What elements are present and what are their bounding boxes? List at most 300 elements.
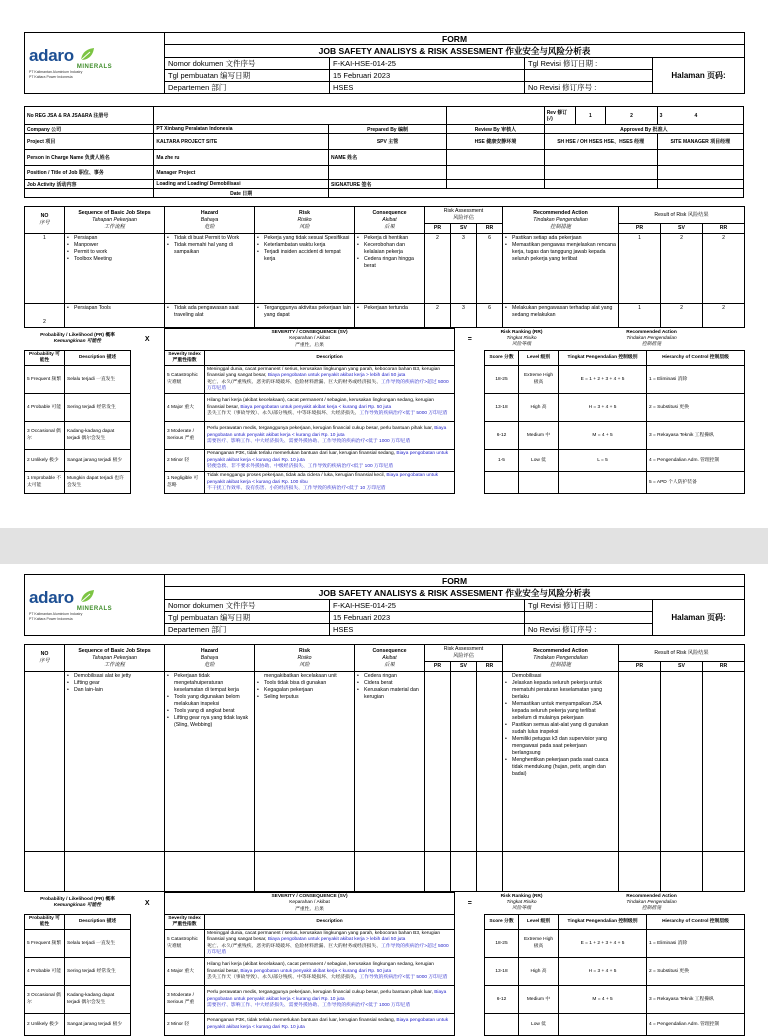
matrix-prob-head: Probability / Likelihood (PR) 概率 Kemungkinan 可能性 bbox=[40, 332, 115, 345]
jsa-head-seq: Sequence of Basic Job Steps Tahapan Pekerjaan 工作流程 bbox=[65, 207, 165, 234]
matrix-sev: 3 Moderate / Serious 严重 bbox=[165, 422, 205, 450]
row-steps bbox=[65, 234, 165, 304]
form-title: FORM bbox=[165, 575, 745, 587]
empty-cell bbox=[25, 189, 154, 198]
spv-label: SPV 主管 bbox=[329, 134, 447, 150]
rev-col-4: 4 bbox=[694, 112, 698, 119]
list-item: • Menghentikan pekerjaan pada saat cuaca tidak mendukung (hujan, petir, angin dan badai) bbox=[505, 757, 616, 778]
matrix-pdesc: Mungkin dapat terjadi 也许会发生 bbox=[65, 472, 131, 494]
list-item: • Keterlambatan waktu kerja bbox=[257, 242, 352, 249]
empty-cell bbox=[544, 166, 657, 180]
matrix-col-tingkat: Tingkat Pengendalian 控制级别 bbox=[559, 350, 647, 365]
row-pr: 2 bbox=[425, 304, 451, 328]
matrix-prob: 4 Probable 可能 bbox=[25, 958, 65, 986]
jsa-head-rr: RR bbox=[477, 224, 503, 234]
empty-cell bbox=[165, 852, 255, 892]
job-title: JOB SAFETY ANALISYS & RISK ASSESMENT 作业安全与风险分析表 bbox=[165, 45, 745, 58]
matrix-tingkat bbox=[559, 1014, 647, 1036]
jsa-head-result: Result of Risk 风险结果 bbox=[619, 207, 745, 224]
empty-cell bbox=[477, 852, 503, 892]
row-pr: 2 bbox=[425, 234, 451, 304]
matrix-score bbox=[485, 1014, 519, 1036]
matrix-row bbox=[25, 1014, 745, 1036]
jsa-head-result: Result of Risk 风险结果 bbox=[619, 645, 745, 662]
empty-cell bbox=[131, 914, 165, 929]
matrix-sev: 3 Moderate / Serious 严重 bbox=[165, 986, 205, 1014]
matrix-sev-head: SEVERITY / CONSEQUENCE (SV) Keparahan / Akibat 严重性、后果 bbox=[165, 893, 455, 915]
matrix-prob: 5 Frequent 频繁 bbox=[25, 366, 65, 394]
matrix-col-hierarchy: Hierarchy of Control 控制层级 bbox=[647, 350, 745, 365]
matrix-level: High 高 bbox=[519, 958, 559, 986]
matrix-hierarchy: 1 = Eliminasi 消除 bbox=[647, 930, 745, 958]
matrix-sev: 4 Major 重大 bbox=[165, 394, 205, 422]
jsa-head-risk-assessment: Risk Assessment 风险评估 bbox=[425, 645, 503, 662]
matrix-level: Low 低 bbox=[519, 450, 559, 472]
matrix-desc: Tidak menggangu proses pekerjaan, tidak ada cidera / luka, kerugian finansial kecil, Biaya pengobatan untuk penyakit akibat kerja < kurang dari Rp. 100 ribu 不干扰工作效率、没有伤害、小的经济损失、工作导致的疾病治疗<低于 10 万印尼盾 bbox=[205, 472, 455, 494]
row-sv: 3 bbox=[451, 234, 477, 304]
nomor-label: Nomor dokumen 文件序号 bbox=[165, 58, 330, 70]
matrix-score: 13-18 bbox=[485, 958, 519, 986]
list-item: • Tools yang digunakan belom melakukan inspeksi bbox=[167, 694, 252, 708]
row-sv bbox=[451, 672, 477, 852]
matrix-desc: Perlu perawatan medis, terganggunya pekerjaan, kerugian financial cukup besar, perlu bantuan pihak luar, Biaya pengobatan untuk penyakit akibat kerja < kurang dari Rp. 10 juta 需要医疗、影响工作、中大经济损失、需要外援协助、工作导致的疾病治疗<低于 1000 万印尼盾 bbox=[205, 422, 455, 450]
jsa-page-2 bbox=[24, 574, 744, 1036]
matrix-sev-head: SEVERITY / CONSEQUENCE (SV) Keparahan / Akibat 严重性、后果 bbox=[165, 329, 455, 351]
matrix-desc: Meninggal dunia, cacat permanent / serius, kerusakan lingkungan yang parah, kebocoran bahan B3, kerugian finansial yang sangat besar, Biaya pengobatan untuk penyakit akibat kerja > lebih dari 50 juta 死亡、永久/严重残疾、恶劣的环境破坏、危险材料泄漏、巨大的财务或经济损失、工作导致的疾病治疗>超过 5000 万印尼盾 bbox=[205, 930, 455, 958]
empty-cell bbox=[657, 166, 743, 180]
form-header bbox=[24, 32, 745, 94]
row-hazard bbox=[165, 304, 255, 328]
matrix-col-desc: Description 描述 bbox=[65, 914, 131, 929]
row-risk bbox=[255, 304, 355, 328]
jsa-head-risk-assessment: Risk Assessment 风险评估 bbox=[425, 207, 503, 224]
halaman-label: Halaman 页码: bbox=[653, 600, 745, 636]
list-item: • Lifting gear nya yang tidak layak (Sling, Webbing) bbox=[167, 715, 252, 729]
list-item: • Demobilisasi alat ke jetty bbox=[67, 673, 162, 680]
matrix-pdesc: Selalu terjadi 一直发生 bbox=[65, 930, 131, 958]
list-item: • Tidak memahi hal yang di sampaikan bbox=[167, 242, 252, 256]
jsa-head-result-sv: SV bbox=[661, 224, 703, 234]
jsa-head-consequence: Consequence Akibat 后果 bbox=[355, 645, 425, 672]
empty-cell bbox=[329, 166, 447, 180]
review-label: Review By 审核人 bbox=[447, 125, 545, 134]
pic-value: Ma zhe ru bbox=[154, 150, 329, 166]
matrix-prob: 5 Frequent 频繁 bbox=[25, 930, 65, 958]
prepared-label: Prepared By 编制 bbox=[329, 125, 447, 134]
nomor-value: F-KAI-HSE-014-25 bbox=[330, 600, 525, 612]
matrix-tingkat: L = 5 bbox=[559, 450, 647, 472]
date-label: Date 日期 bbox=[154, 189, 329, 198]
list-item: • Pekerja yang tidak sesuai Spesifikasi bbox=[257, 235, 352, 242]
tgl-label: Tgl pembuatan 编写日期 bbox=[165, 70, 330, 82]
empty-cell bbox=[455, 958, 485, 986]
risk-matrix-1 bbox=[24, 328, 745, 494]
leaf-icon bbox=[78, 588, 96, 606]
empty-cell bbox=[455, 930, 485, 958]
empty-cell bbox=[455, 472, 485, 494]
matrix-tingkat: H = 3 + 4 + 5 bbox=[559, 394, 647, 422]
matrix-col-sev: Severity Index 严重性指数 bbox=[165, 914, 205, 929]
empty-cell bbox=[447, 166, 545, 180]
matrix-tingkat: M = 4 + 5 bbox=[559, 422, 647, 450]
row-steps bbox=[65, 672, 165, 852]
matrix-row bbox=[25, 394, 745, 422]
list-item: • Terjadi insiden accident di tempat kerja bbox=[257, 249, 352, 263]
matrix-level: Medium 中 bbox=[519, 422, 559, 450]
no-revisi-label: No Revisi 修订序号 : bbox=[525, 82, 653, 94]
jsa-head-risk: Risk Risiko 风险 bbox=[255, 645, 355, 672]
matrix-tingkat: E = 1 + 2 + 3 + 4 + 5 bbox=[559, 366, 647, 394]
nomor-value: F-KAI-HSE-014-25 bbox=[330, 58, 525, 70]
jsa-head-result-sv: SV bbox=[661, 662, 703, 672]
matrix-x: X bbox=[144, 899, 150, 907]
matrix-desc: Penanganan P3K, tidak terlalu memerlukan bantuan dari luar, kerugian finansial sedang, Biaya pengobatan untuk penyakit akibat kerja < kurang dari Rp. 10 juta bbox=[205, 1014, 455, 1036]
signature-label: SIGNATURE 签名 bbox=[329, 180, 447, 189]
rev-col-2: 2 bbox=[606, 107, 657, 125]
list-item: • Memastikan pengawas menjelaskan rencana kerja, tugas dan tanggung jawab kepada seluruh pekerja yang terlibat bbox=[505, 242, 616, 263]
matrix-prob: 1 Improbable 不太可能 bbox=[25, 472, 65, 494]
sh-hse-label: SH HSE / OH HSES HSE、HSES 经理 bbox=[544, 134, 657, 150]
row-hazard bbox=[165, 672, 255, 852]
jsa-head-hazard: Hazard Bahaya 危险 bbox=[165, 207, 255, 234]
list-item: • Persiapan Tools bbox=[67, 305, 162, 312]
list-item: • Tidak di buat Permit to Work bbox=[167, 235, 252, 242]
list-item: • Terganggunya aktivitas pekerjaan lain yang dapat bbox=[257, 305, 352, 319]
rev-col-3-4 bbox=[657, 107, 743, 125]
jsa-table-1 bbox=[24, 206, 745, 328]
row-risk bbox=[255, 234, 355, 304]
list-item: • Cedera ringan bbox=[357, 673, 422, 680]
row-steps bbox=[65, 304, 165, 328]
row-no bbox=[25, 672, 65, 852]
logo-tagline-1: PT Kalimantan Aluminium Industry bbox=[29, 612, 83, 617]
matrix-prob: 2 Unlikely 极少 bbox=[25, 1014, 65, 1036]
list-item: • Lifting gear bbox=[67, 680, 162, 687]
company-logo bbox=[25, 575, 165, 636]
matrix-level bbox=[519, 472, 559, 494]
matrix-col-desc: Description 描述 bbox=[65, 350, 131, 365]
position-value: Manager Project bbox=[154, 166, 329, 180]
empty-cell bbox=[657, 150, 743, 166]
matrix-pdesc: Sangat jarang terjadi 极少 bbox=[65, 1014, 131, 1036]
empty-cell bbox=[544, 180, 657, 189]
list-item: • Pekerja di hentikan bbox=[357, 235, 422, 242]
matrix-col-description: Description bbox=[205, 350, 455, 365]
matrix-row bbox=[25, 986, 745, 1014]
empty-cell bbox=[657, 180, 743, 189]
matrix-prob: 2 Unlikely 极少 bbox=[25, 450, 65, 472]
row-result-rr bbox=[703, 672, 745, 852]
empty-cell bbox=[525, 612, 653, 624]
matrix-desc: Perlu perawatan medis, terganggunya pekerjaan, kerugian financial cukup besar, perlu bantuan pihak luar, Biaya pengobatan untuk penyakit akibat kerja < kurang dari Rp. 10 juta 需要医疗、影响工作、中大经济损失、需要外援协助、工作导致的疾病治疗<低于 1000 万印尼盾 bbox=[205, 986, 455, 1014]
empty-cell bbox=[455, 366, 485, 394]
matrix-row bbox=[25, 422, 745, 450]
matrix-prob: 4 Probable 可能 bbox=[25, 394, 65, 422]
jsa-table-2 bbox=[24, 644, 745, 892]
row-result-pr: 1 bbox=[619, 234, 661, 304]
row-result-rr: 2 bbox=[703, 234, 745, 304]
matrix-hierarchy: 2 = Substitusi 更换 bbox=[647, 958, 745, 986]
matrix-pdesc: Kadang-kadang dapat terjadi 偶尔会发生 bbox=[65, 422, 131, 450]
list-item: • Cidera berat bbox=[357, 680, 422, 687]
matrix-tingkat: M = 4 + 5 bbox=[559, 986, 647, 1014]
list-item: • Jelaskan kepada seluruh pekerja untuk mematuhi peraturan keselamatan yang berlaku bbox=[505, 680, 616, 701]
matrix-x: X bbox=[144, 335, 150, 343]
matrix-hierarchy: 3 = Rekayasa Teknik 工程操纵 bbox=[647, 986, 745, 1014]
company-label: Company 公司 bbox=[25, 125, 154, 134]
matrix-col-level: Level 级别 bbox=[519, 350, 559, 365]
matrix-row bbox=[25, 930, 745, 958]
jsa-page-1 bbox=[24, 32, 744, 494]
empty-cell bbox=[447, 180, 545, 189]
matrix-score: 6-12 bbox=[485, 422, 519, 450]
project-value: KALTARA PROJECT SITE bbox=[154, 134, 329, 150]
matrix-rank-head: Risk Ranking (RR) Tingkat Risiko 风险等级 bbox=[500, 893, 543, 912]
matrix-row bbox=[25, 472, 745, 494]
matrix-level: Low 低 bbox=[519, 1014, 559, 1036]
matrix-score: 13-18 bbox=[485, 394, 519, 422]
list-item: • Pastikan semua alat-alat yang di gunakan sudah lulus inspeksi bbox=[505, 722, 616, 736]
list-item: • Tidak ada pengawasan saat traveling alat bbox=[167, 305, 252, 319]
dept-label: Departemen 部门 bbox=[165, 82, 330, 94]
hse-label: HSE 健康安静环境 bbox=[447, 134, 545, 150]
page-separator bbox=[0, 528, 768, 564]
matrix-desc: Hilang hari kerja (akibat kecelakaan), cacat permanent / sebagian, kerusakan lingkungan sedang, kerugian finansial besar, Biaya pengobatan untuk penyakit akibat kerja < kurang dari Rp. 50 juta 丢失工作天（事故导致）、永久/部分残疾、中等环境损坏、大经济损失、工作导致的疾病治疗<低于 5000 万印尼盾 bbox=[205, 958, 455, 986]
matrix-hierarchy: 2 = Substitusi 更换 bbox=[647, 394, 745, 422]
matrix-eq: = bbox=[467, 899, 472, 907]
matrix-prob: 3 Occasional 偶尔 bbox=[25, 422, 65, 450]
matrix-sev: 5 Catastrophic 灾难级 bbox=[165, 366, 205, 394]
empty-cell bbox=[455, 986, 485, 1014]
empty-cell bbox=[355, 852, 425, 892]
matrix-hierarchy: 5 = APD 个人防护装备 bbox=[647, 472, 745, 494]
table-row bbox=[25, 852, 745, 892]
matrix-row bbox=[25, 450, 745, 472]
jsa-head-no: NO 序号 bbox=[25, 645, 65, 672]
matrix-pdesc: Sering terjadi 经常发生 bbox=[65, 394, 131, 422]
list-item: • Persiapan bbox=[67, 235, 162, 242]
jsa-head-result-rr: RR bbox=[703, 662, 745, 672]
jsa-head-rr: RR bbox=[477, 662, 503, 672]
logo-tagline-1: PT Kalimantan Aluminium Industry bbox=[29, 70, 83, 75]
company-value: PT Xinbang Peralatan Indonesia bbox=[154, 125, 329, 134]
leaf-icon bbox=[78, 46, 96, 64]
matrix-sev: 5 Catastrophic 灾难级 bbox=[165, 930, 205, 958]
list-item: • Tools tidak bisa di gunakan bbox=[257, 680, 352, 687]
dept-value: HSES bbox=[330, 82, 525, 94]
row-result-sv bbox=[661, 672, 703, 852]
form-title: FORM bbox=[165, 33, 745, 45]
activity-label: Job Activity 活动内容 bbox=[25, 180, 154, 189]
table-row bbox=[25, 304, 745, 328]
list-item: • Memastikan untuk menyampaikan JSA kepada seluruh pekerja yang terlibat sebelum di mulainya pekerjaan bbox=[505, 701, 616, 722]
info-table bbox=[24, 106, 744, 198]
jsa-head-no: NO 序号 bbox=[25, 207, 65, 234]
matrix-sev: 4 Major 重大 bbox=[165, 958, 205, 986]
logo-wordmark: adaro bbox=[29, 45, 74, 65]
empty-cell bbox=[131, 394, 165, 422]
tgl-value: 15 Februari 2023 bbox=[330, 70, 525, 82]
list-item: • Kecerobohan dan kelalaian pekerja bbox=[357, 242, 422, 256]
row-result-sv: 2 bbox=[661, 234, 703, 304]
table-row bbox=[25, 234, 745, 304]
jsa-head-result-pr: PR bbox=[619, 224, 661, 234]
jsa-head-recommended: Recommended Action Tindakan Pengendalian 控制措施 bbox=[503, 645, 619, 672]
halaman-label: Halaman 页码: bbox=[653, 58, 745, 94]
position-label: Position / Title of Job 职位、事务 bbox=[25, 166, 154, 180]
empty-cell bbox=[703, 852, 745, 892]
matrix-sev: 1 Negligible 可忽略 bbox=[165, 472, 205, 494]
list-item: • Melakukan pengawasan terhadap alat yang sedang melakukan bbox=[505, 305, 616, 319]
matrix-score: 1-5 bbox=[485, 450, 519, 472]
jsa-head-risk: Risk Risiko 风险 bbox=[255, 207, 355, 234]
matrix-pdesc: Selalu terjadi 一直发生 bbox=[65, 366, 131, 394]
empty-cell bbox=[447, 150, 545, 166]
matrix-col-score: Score 分数 bbox=[485, 914, 519, 929]
row-rr: 6 bbox=[477, 234, 503, 304]
row-hazard bbox=[165, 234, 255, 304]
jsa-head-sv: SV bbox=[451, 662, 477, 672]
matrix-col-prob: Probability 可能性 bbox=[25, 350, 65, 365]
name-label: NAME 姓名 bbox=[329, 150, 447, 166]
dept-value: HSES bbox=[330, 624, 525, 636]
empty-cell bbox=[455, 450, 485, 472]
matrix-rec-head: Recommended Action Tindakan Pengendalian 控制措施 bbox=[626, 893, 677, 912]
row-risk bbox=[255, 672, 355, 852]
tgl-label: Tgl pembuatan 编写日期 bbox=[165, 612, 330, 624]
tgl-revisi-label: Tgl Revisi 修订日期 : bbox=[525, 58, 653, 70]
empty-cell bbox=[131, 422, 165, 450]
empty-cell bbox=[131, 930, 165, 958]
empty-cell bbox=[131, 366, 165, 394]
matrix-row bbox=[25, 958, 745, 986]
row-rr: 6 bbox=[477, 304, 503, 328]
list-item: • Kegagalan pekerjaan bbox=[257, 687, 352, 694]
risk-matrix-2 bbox=[24, 892, 745, 1036]
empty-cell bbox=[425, 852, 451, 892]
logo-tagline-2: PT Kaltara Power Indonesia bbox=[29, 75, 73, 79]
table-row bbox=[25, 672, 745, 852]
matrix-hierarchy: 1 = Eliminasi 消除 bbox=[647, 366, 745, 394]
empty-cell bbox=[525, 70, 653, 82]
activity-value: Loading and Loading/ Demobilisasi bbox=[154, 180, 329, 189]
row-no: 1 bbox=[25, 234, 65, 304]
matrix-eq: = bbox=[467, 335, 472, 343]
empty-cell bbox=[131, 958, 165, 986]
empty-cell bbox=[329, 189, 744, 198]
matrix-hierarchy: 3 = Rekayasa Teknik 工程操纵 bbox=[647, 422, 745, 450]
tgl-value: 15 Februari 2023 bbox=[330, 612, 525, 624]
empty-cell bbox=[451, 852, 477, 892]
no-reg-value bbox=[154, 107, 447, 125]
row-rr bbox=[477, 672, 503, 852]
logo-subtitle: MINERALS bbox=[76, 64, 113, 71]
matrix-hierarchy: 4 = Pengendalian Adm. 管理控制 bbox=[647, 450, 745, 472]
row-pr bbox=[425, 672, 451, 852]
company-logo bbox=[25, 33, 165, 94]
row-action bbox=[503, 234, 619, 304]
jsa-head-recommended: Recommended Action Tindakan Pengendalian 控制措施 bbox=[503, 207, 619, 234]
list-item: • Manpower bbox=[67, 242, 162, 249]
list-item: • Pekerjaan tertunda bbox=[357, 305, 422, 312]
matrix-sev: 2 Minor 轻 bbox=[165, 1014, 205, 1036]
list-item: • Tools yang di angkat berat bbox=[167, 708, 252, 715]
empty-cell bbox=[131, 1014, 165, 1036]
matrix-hierarchy: 4 = Pengendalian Adm. 管理控制 bbox=[647, 1014, 745, 1036]
list-item: • Dan lain-lain bbox=[67, 687, 162, 694]
matrix-score: 18-25 bbox=[485, 366, 519, 394]
jsa-head-seq: Sequence of Basic Job Steps Tahapan Pekerjaan 工作流程 bbox=[65, 645, 165, 672]
list-item: • Toolbox Meeting bbox=[67, 256, 162, 263]
rev-col-3: 3 bbox=[659, 112, 663, 119]
matrix-col-description: Description bbox=[205, 914, 455, 929]
matrix-pdesc: Sangat jarang terjadi 极少 bbox=[65, 450, 131, 472]
empty-cell bbox=[455, 394, 485, 422]
matrix-prob-head: Probability / Likelihood (PR) 概率 Kemungkinan 可能性 bbox=[40, 896, 115, 909]
empty-cell bbox=[131, 472, 165, 494]
row-result-pr bbox=[619, 672, 661, 852]
matrix-rec-head: Recommended Action Tindakan Pengendalian 控制措施 bbox=[626, 329, 677, 348]
rev-col-1: 1 bbox=[575, 107, 606, 125]
jsa-head-pr: PR bbox=[425, 662, 451, 672]
matrix-level: Medium 中 bbox=[519, 986, 559, 1014]
logo-tagline-2: PT Kaltara Power Indonesia bbox=[29, 617, 73, 621]
row-consequence bbox=[355, 304, 425, 328]
empty-cell bbox=[65, 852, 165, 892]
site-manager-label: SITE MANAGER 项目经理 bbox=[657, 134, 743, 150]
matrix-score: 6-12 bbox=[485, 986, 519, 1014]
rev-label: Rev 修订 (√) bbox=[544, 107, 575, 125]
matrix-tingkat: H = 3 + 4 + 5 bbox=[559, 958, 647, 986]
matrix-desc: Meninggal dunia, cacat permanent / serius, kerusakan lingkungan yang parah, kebocoran bahan B3, kerugian finansial yang sangat besar, Biaya pengobatan untuk penyakit akibat kerja > lebih dari 50 juta 死亡、永久/严重残疾、恶劣的环境破坏、危险材料泄漏、巨大的财务或经济损失、工作导致的疾病治疗>超过 5000 万印尼盾 bbox=[205, 366, 455, 394]
row-no: 2 bbox=[25, 304, 65, 328]
jsa-head-sv: SV bbox=[451, 224, 477, 234]
matrix-col-hierarchy: Hierarchy of Control 控制层级 bbox=[647, 914, 745, 929]
jsa-head-pr: PR bbox=[425, 224, 451, 234]
matrix-rank-head: Risk Ranking (RR) Tingkat Risiko 风险等级 bbox=[500, 329, 543, 348]
list-item: • Seling terputus bbox=[257, 694, 352, 701]
logo-subtitle: MINERALS bbox=[76, 606, 113, 613]
matrix-level: Extreme High 极高 bbox=[519, 930, 559, 958]
empty-cell bbox=[455, 422, 485, 450]
jsa-head-consequence: Consequence Akibat 后果 bbox=[355, 207, 425, 234]
matrix-col-sev: Severity Index 严重性指数 bbox=[165, 350, 205, 365]
jsa-head-result-pr: PR bbox=[619, 662, 661, 672]
row-consequence bbox=[355, 234, 425, 304]
empty-cell bbox=[661, 852, 703, 892]
row-sv: 3 bbox=[451, 304, 477, 328]
empty-cell bbox=[25, 852, 65, 892]
nomor-label: Nomor dokumen 文件序号 bbox=[165, 600, 330, 612]
empty-cell bbox=[455, 350, 485, 365]
empty-cell bbox=[455, 914, 485, 929]
empty-cell bbox=[447, 107, 545, 125]
matrix-sev: 2 Minor 轻 bbox=[165, 450, 205, 472]
row-consequence bbox=[355, 672, 425, 852]
empty-cell bbox=[503, 852, 619, 892]
risk-lead-text: mengakibatkan kecelakaan unit bbox=[264, 673, 337, 680]
jsa-head-hazard: Hazard Bahaya 危险 bbox=[165, 645, 255, 672]
empty-cell bbox=[619, 852, 661, 892]
empty-cell bbox=[131, 450, 165, 472]
no-revisi-label: No Revisi 修订序号 : bbox=[525, 624, 653, 636]
row-action bbox=[503, 672, 619, 852]
empty-cell bbox=[455, 1014, 485, 1036]
empty-cell bbox=[544, 150, 657, 166]
action-lead-text: Demobilisasi bbox=[512, 673, 542, 680]
matrix-tingkat bbox=[559, 472, 647, 494]
row-result-pr: 1 bbox=[619, 304, 661, 328]
